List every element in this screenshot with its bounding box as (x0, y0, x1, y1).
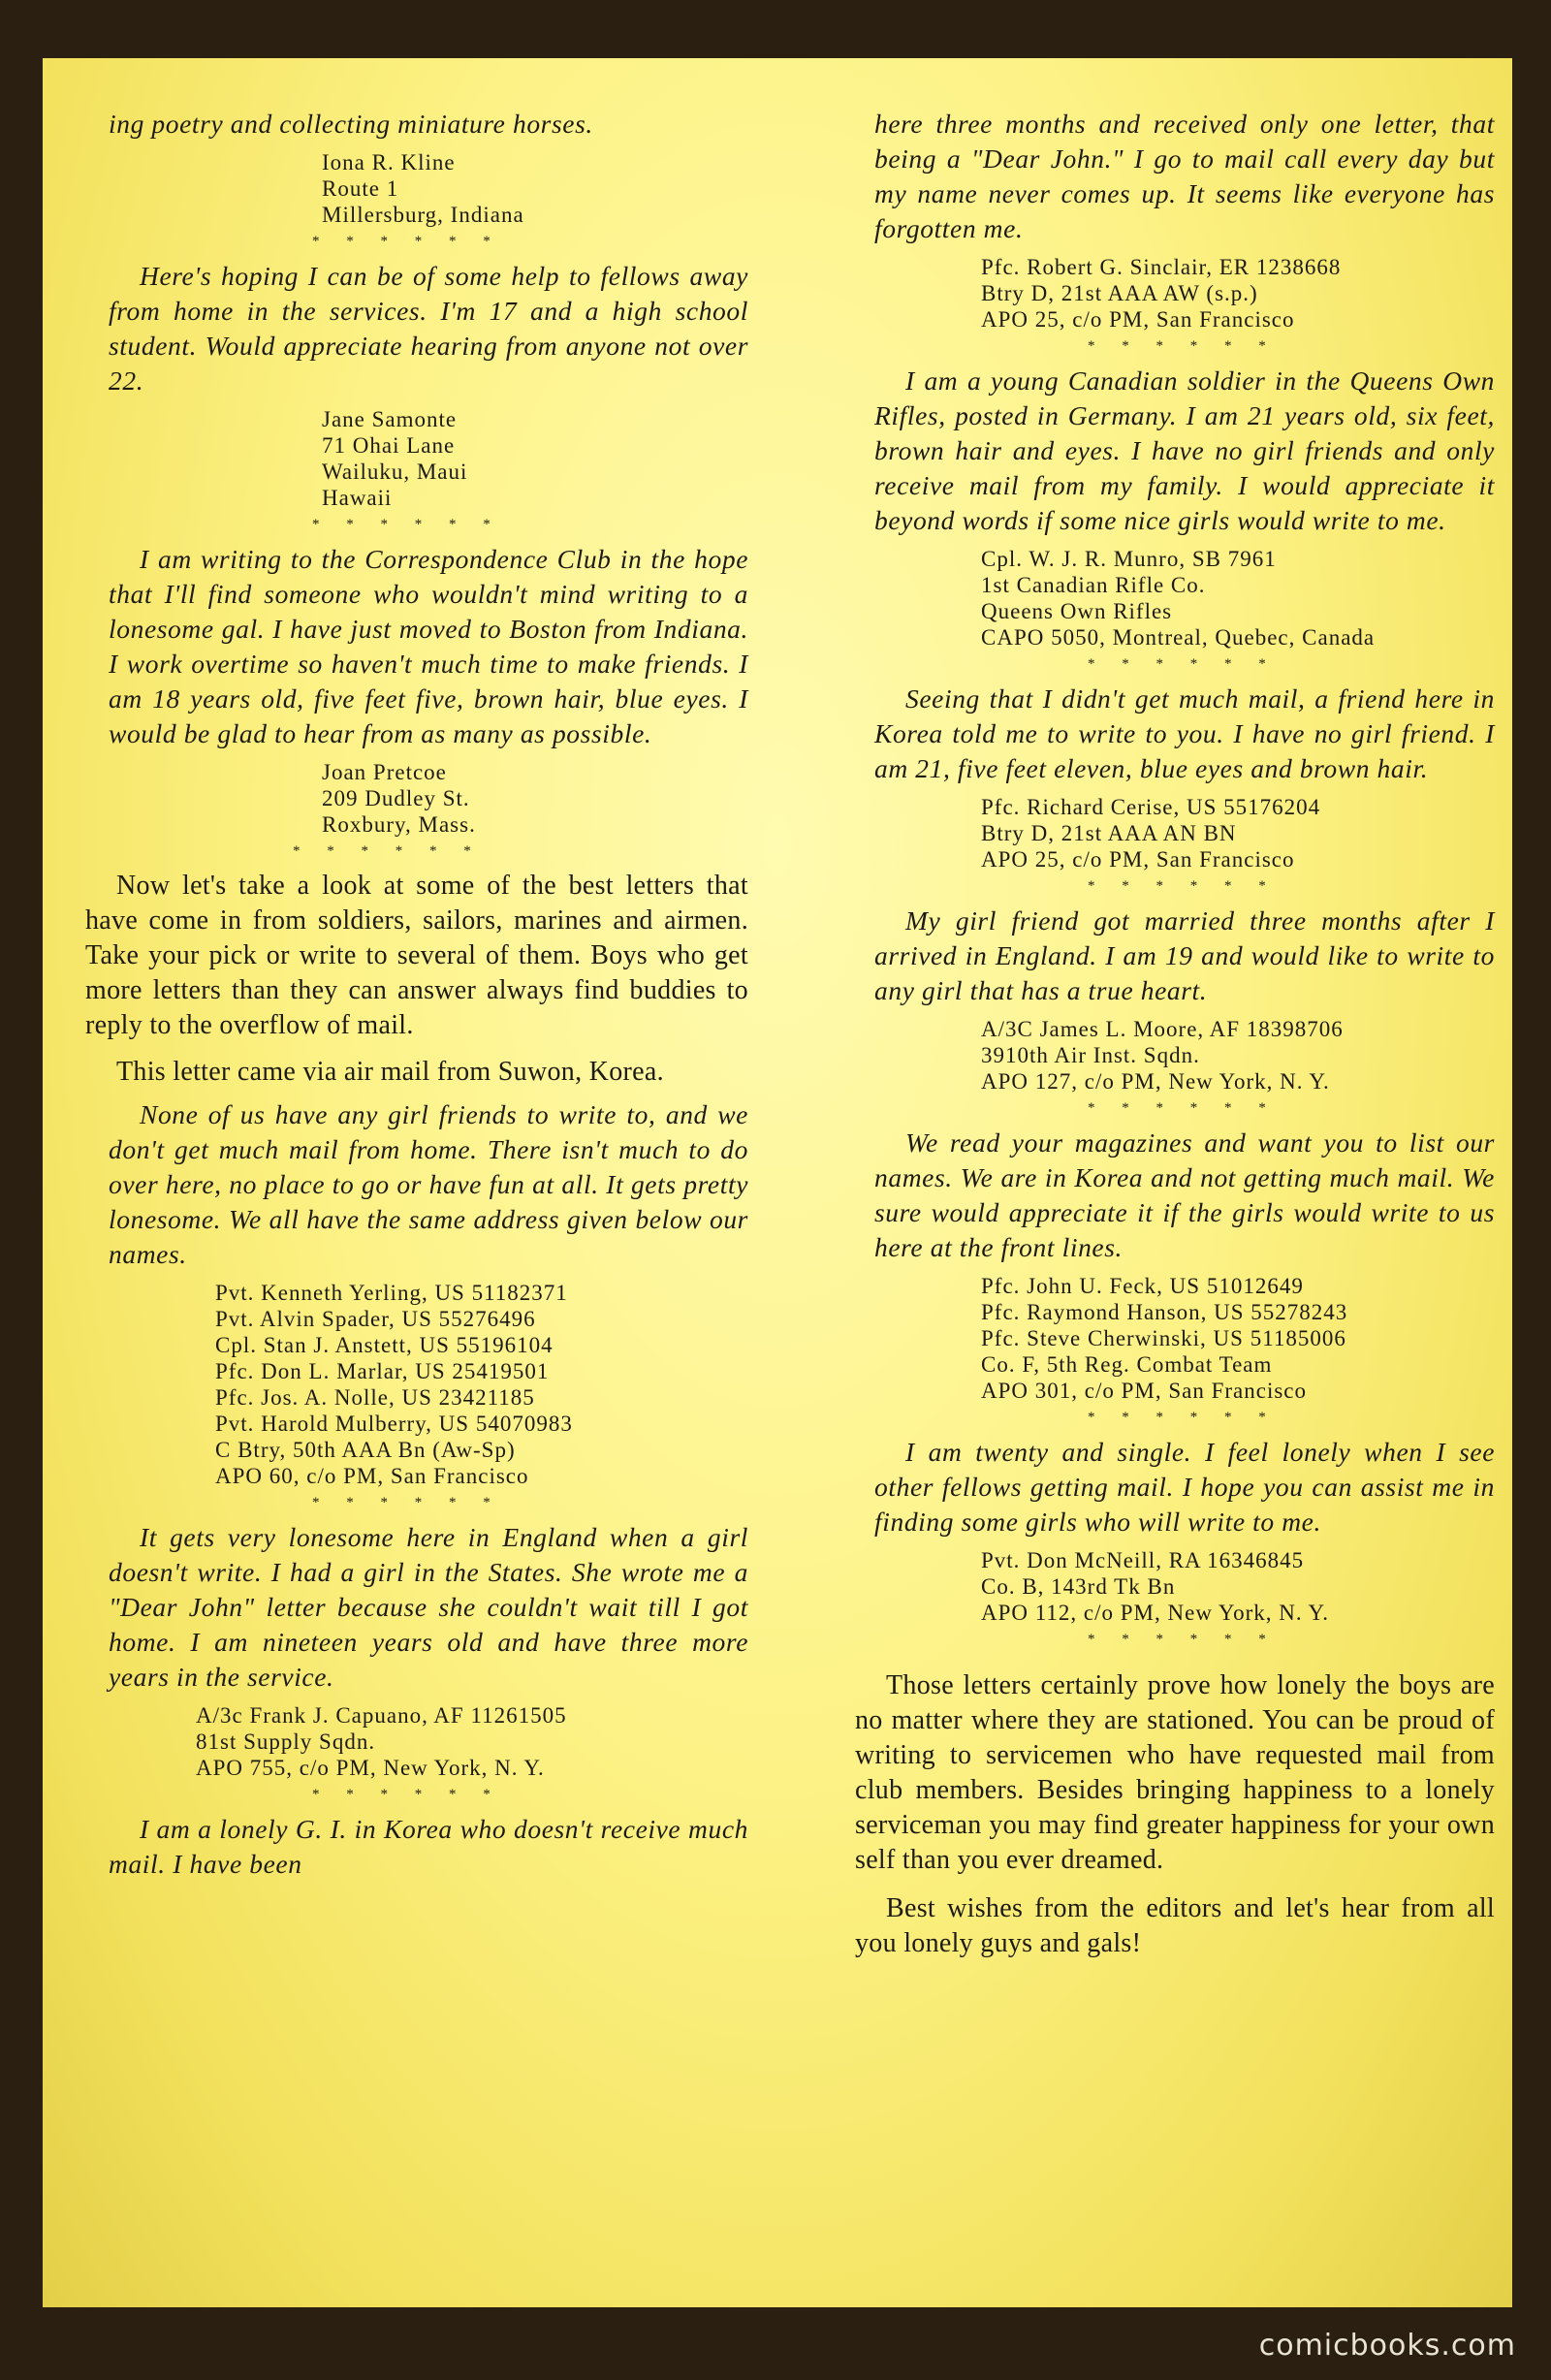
address-line: Jane Samonte (322, 407, 458, 431)
separator-stars: * * * * * * (312, 1787, 502, 1802)
address-line: Wailuku, Maui (322, 460, 468, 484)
address-line: Route 1 (322, 176, 399, 201)
separator-stars: * * * * * * (312, 234, 502, 249)
address-block (981, 794, 1495, 873)
letter-text: here three months and received only one letter, that being a "Dear John." I go to mail call every day but my name never comes up. It seems like everyone has forgotten me. (874, 109, 1495, 243)
letter-entry (874, 682, 1495, 896)
address-block (215, 1280, 748, 1489)
separator-stars: * * * * * * (1088, 1100, 1278, 1116)
address-line: Co. F, 5th Reg. Combat Team (981, 1352, 1273, 1377)
address-line: A/3C James L. Moore, AF 18398706 (981, 1017, 1344, 1041)
letter-entry (109, 1812, 748, 1882)
address-line: Pfc. John U. Feck, US 51012649 (981, 1274, 1304, 1298)
letter-entry (109, 107, 748, 251)
address-line: Pvt. Kenneth Yerling, US 51182371 (215, 1281, 568, 1305)
address-line: 3910th Air Inst. Sqdn. (981, 1043, 1200, 1067)
address-line: 209 Dudley St. (322, 786, 470, 810)
right-column (855, 107, 1495, 1961)
address-line: Millersburg, Indiana (322, 203, 524, 227)
address-line: Pfc. Richard Cerise, US 55176204 (981, 795, 1321, 819)
address-line: 71 Ohai Lane (322, 433, 456, 458)
address-line: Cpl. W. J. R. Munro, SB 7961 (981, 547, 1277, 571)
address-line: APO 755, c/o PM, New York, N. Y. (196, 1756, 545, 1780)
address-line: Pfc. Don L. Marlar, US 25419501 (215, 1359, 550, 1383)
letter-entry (874, 364, 1495, 674)
address-line: Iona R. Kline (322, 150, 456, 175)
magazine-page (43, 58, 1512, 2307)
address-line: Joan Pretcoe (322, 760, 447, 784)
separator-stars: * * * * * * (1088, 1410, 1278, 1425)
address-line: Pfc. Steve Cherwinski, US 51185006 (981, 1326, 1346, 1350)
separator-stars: * * * * * * (293, 843, 483, 859)
letter-text: My girl friend got married three months after I arrived in England. I am 19 and would like to write to any girl that has a true heart. (874, 905, 1495, 1005)
address-line: C Btry, 50th AAA Bn (Aw-Sp) (215, 1438, 516, 1462)
letter-entry (874, 904, 1495, 1118)
letter-text: I am a lonely G. I. in Korea who doesn't receive much mail. I have been (109, 1814, 748, 1879)
separator-stars: * * * * * * (1088, 1632, 1278, 1647)
separator-stars: * * * * * * (312, 517, 502, 532)
letter-text: ing poetry and collecting miniature horses. (109, 109, 593, 139)
letter-entry (109, 542, 748, 861)
letter-text: I am writing to the Correspondence Club in the hope that I'll find someone who wouldn't mind writing to a lonesome gal. I have just moved to Boston from Indiana. I work overtime so haven't much time to make friends. I am 18 years old, five feet five, brown hair, blue eyes. I would be glad to hear from as many as possible. (109, 544, 748, 748)
separator-stars: * * * * * * (1088, 656, 1278, 672)
address-line: Hawaii (322, 486, 393, 510)
address-line: Roxbury, Mass. (322, 812, 476, 837)
letter-entry (874, 1435, 1495, 1649)
address-block (322, 149, 748, 228)
address-line: Pfc. Raymond Hanson, US 55278243 (981, 1300, 1348, 1324)
address-line: Pvt. Harold Mulberry, US 54070983 (215, 1412, 573, 1436)
address-line: 1st Canadian Rifle Co. (981, 573, 1206, 597)
address-line: APO 127, c/o PM, New York, N. Y. (981, 1069, 1330, 1094)
separator-stars: * * * * * * (1088, 338, 1278, 354)
separator-stars: * * * * * * (1088, 878, 1278, 894)
address-line: Btry D, 21st AAA AW (s.p.) (981, 281, 1258, 305)
address-block (322, 759, 748, 838)
letter-entry (109, 259, 748, 534)
address-line: 81st Supply Sqdn. (196, 1729, 376, 1754)
editorial-paragraph: Those letters certainly prove how lonely the boys are no matter where they are stationed. You can be proud of writing to servicemen who have requested mail from club members. Besides bringing happiness to a lonely serviceman you may find greater happiness for your own self than you ever dreamed. (855, 1670, 1495, 1875)
address-line: A/3c Frank J. Capuano, AF 11261505 (196, 1703, 567, 1728)
address-line: Cpl. Stan J. Anstett, US 55196104 (215, 1333, 554, 1357)
address-block (981, 1547, 1495, 1626)
address-line: Pfc. Robert G. Sinclair, ER 1238668 (981, 255, 1342, 279)
letter-entry (874, 107, 1495, 356)
address-line: Co. B, 143rd Tk Bn (981, 1574, 1176, 1599)
address-block (196, 1702, 748, 1781)
letter-text: We read your magazines and want you to list our names. We are in Korea and not getting much mail. We sure would appreciate it if the girls would write to us here at the front lines. (874, 1127, 1495, 1262)
address-line: Pvt. Don McNeill, RA 16346845 (981, 1548, 1305, 1572)
address-block (322, 406, 748, 511)
address-line: Pvt. Alvin Spader, US 55276496 (215, 1307, 536, 1331)
address-line: APO 60, c/o PM, San Francisco (215, 1464, 529, 1488)
address-block (981, 1016, 1495, 1095)
address-line: CAPO 5050, Montreal, Quebec, Canada (981, 625, 1376, 650)
address-line: APO 25, c/o PM, San Francisco (981, 307, 1295, 332)
letter-entry (109, 1097, 748, 1512)
address-line: APO 301, c/o PM, San Francisco (981, 1379, 1308, 1403)
editorial-paragraph: Now let's take a look at some of the best letters that have come in from soldiers, sailors, marines and airmen. Take your pick or write to several of them. Boys who get more letters than they can answer always find buddies to reply to the overflow of mail. (85, 871, 748, 1040)
letter-entry (874, 1126, 1495, 1427)
address-line: APO 112, c/o PM, New York, N. Y. (981, 1601, 1329, 1625)
letter-text: None of us have any girl friends to write to, and we don't get much mail from home. There isn't much to do over here, no place to go or have fun at all. It gets pretty lonesome. We all have the same address given below our names. (109, 1099, 748, 1269)
editorial-paragraph: This letter came via air mail from Suwon, Korea. (116, 1057, 664, 1087)
letter-text: I am a young Canadian soldier in the Queens Own Rifles, posted in Germany. I am 21 years old, six feet, brown hair and eyes. I have no girl friends and only receive mail from my family. I would appreciate it beyond words if some nice girls would write to me. (874, 365, 1495, 535)
letter-text: Here's hoping I can be of some help to fellows away from home in the services. I'm 17 and a high school student. Would appreciate hearing from anyone not over 22. (109, 261, 748, 396)
address-line: Pfc. Jos. A. Nolle, US 23421185 (215, 1385, 535, 1410)
letter-text: Seeing that I didn't get much mail, a friend here in Korea told me to write to you. I have no girl friend. I am 21, five feet eleven, blue eyes and brown hair. (874, 683, 1495, 783)
address-line: Btry D, 21st AAA AN BN (981, 821, 1237, 845)
letter-entry (109, 1520, 748, 1804)
address-block (981, 546, 1495, 651)
watermark: comicbooks.com (1258, 2329, 1516, 2363)
editorial-paragraph: Best wishes from the editors and let's hear from all you lonely guys and gals! (855, 1893, 1495, 1958)
left-column (85, 107, 748, 1882)
address-line: Queens Own Rifles (981, 599, 1173, 623)
letter-text: I am twenty and single. I feel lonely when I see other fellows getting mail. I hope you can assist me in finding some girls who will write to me. (874, 1437, 1495, 1537)
address-block (981, 1273, 1495, 1404)
address-block (981, 254, 1495, 333)
letter-text: It gets very lonesome here in England when a girl doesn't write. I had a girl in the States. She wrote me a "Dear John" letter because she couldn't wait till I got home. I am nineteen years old and have three more years in the service. (109, 1522, 748, 1692)
address-line: APO 25, c/o PM, San Francisco (981, 847, 1295, 872)
separator-stars: * * * * * * (312, 1495, 502, 1510)
